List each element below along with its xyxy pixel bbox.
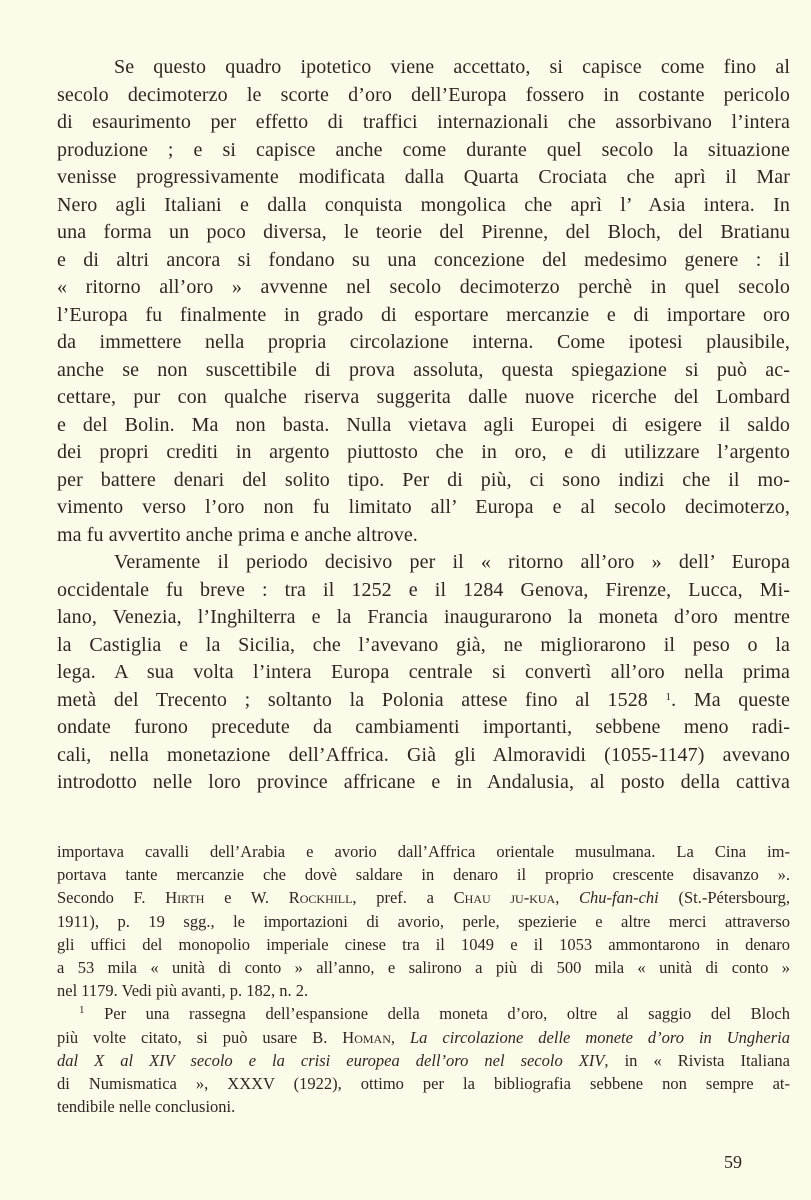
- text-line: « ritorno all’oro » avvenne nel secolo decimoterzo perchè in quel secolo: [57, 276, 790, 298]
- work-title: La circolazione delle monete d’oro in Ungheria: [409, 1027, 790, 1047]
- text-line: occidentale fu breve : tra il 1252 e il 1284 Genova, Firenze, Lucca, Mi-: [57, 578, 790, 601]
- text-segment: e W.: [204, 888, 289, 908]
- text-line: e di altri ancora si fondano su una concezione del medesimo genere : il: [57, 248, 790, 271]
- footnote-line: di Numismatica », XXXV (1922), ottimo per la bibliografia sebbene non sempre at-: [57, 1073, 790, 1093]
- footnote-line: importava cavalli dell’Arabia e avorio dall’Affrica orientale musulmana. La Cina im-: [57, 842, 790, 861]
- text-line-with-footnote-ref: [57, 687, 790, 715]
- text-line: cettare, pur con qualche riserva suggerita dalle nuove ricerche del Lombard: [57, 386, 790, 408]
- text-line: vimento verso l’oro non fu limitato all’ Europa e al secolo decimoterzo,: [57, 496, 790, 518]
- text-line: lano, Venezia, l’Inghilterra e la Francia inaugurarono la moneta d’oro mentre: [57, 606, 790, 628]
- author-homan: Homan: [342, 1027, 391, 1047]
- text-line: produzione ; e si capisce anche come durante quel secolo la situazione: [57, 138, 790, 161]
- footnote-line: portava tante mercanzie che dovè saldare in denaro il proprio crescente disavanzo ».: [57, 865, 790, 885]
- text-line: ma fu avvertito anche prima e anche altrove.: [57, 523, 418, 546]
- text-line: una forma un poco diversa, le teorie del Pirenne, del Bloch, del Bratianu: [57, 221, 790, 243]
- footnote-ref-1[interactable]: 1: [665, 690, 672, 703]
- text-segment: ,: [555, 888, 580, 908]
- text-line: di esaurimento per effetto di traffici internazionali che assorbivano l’intera: [57, 111, 790, 133]
- paragraph-2: [57, 549, 790, 797]
- text-line: lega. A sua volta l’intera Europa centrale si convertì all’oro nella prima: [57, 661, 790, 683]
- footnotes-block: [57, 840, 790, 1118]
- text-line: la Castiglia e la Sicilia, che l’avevano già, ne migliorarono il peso o la: [57, 633, 790, 656]
- page-number: 59: [724, 1152, 742, 1172]
- text-line: ondate furono precedute da cambiamenti importanti, sebbene meno radi-: [57, 716, 790, 738]
- footnote-line: [57, 1026, 790, 1049]
- text-line: introdotto nelle loro province affricane e in Andalusia, al posto della cattiva: [57, 771, 790, 793]
- text-segment: metà del Trecento ; soltanto la Polonia attese fino al 1528: [57, 688, 648, 711]
- work-title: dal X al XIV secolo e la crisi europea dell’oro nel secolo XIV: [57, 1050, 605, 1070]
- text-line: e del Bolin. Ma non basta. Nulla vietava agli Europei di esigere il saldo: [57, 413, 790, 436]
- author-chau-ju-kua: Chau ju-kua: [453, 888, 556, 908]
- text-line: Veramente il periodo decisivo per il « ritorno all’oro » dell’ Europa: [114, 551, 790, 573]
- footnote-line: nel 1179. Vedi più avanti, p. 182, n. 2.: [57, 981, 309, 1001]
- text-segment: più volte citato, si può usare B.: [57, 1027, 343, 1047]
- footnote-line: [57, 1002, 790, 1025]
- footnote-1: [57, 1002, 790, 1118]
- text-line: da immettere nella propria circolazione interna. Come ipotesi plausibile,: [57, 331, 790, 353]
- text-segment: ,: [390, 1027, 410, 1047]
- text-segment: Per una rassegna dell’espansione della moneta d’oro, oltre al saggio del Bloch: [84, 1004, 790, 1024]
- text-segment: , pref. a: [352, 888, 454, 908]
- text-segment: , in « Rivista Italiana: [604, 1050, 790, 1070]
- text-line: cali, nella monetazione dell’Affrica. Già gli Almoravidi (1055-1147) avevano: [57, 743, 790, 766]
- paragraph-1: [57, 54, 790, 549]
- text-line: l’Europa fu finalmente in grado di esportare mercanzie e di importare oro: [57, 303, 790, 326]
- footnote-line: 1911), p. 19 sgg., le importazioni di avorio, perle, spezierie e altre merci attraverso: [57, 911, 790, 931]
- footnote-line: [57, 1049, 790, 1072]
- text-segment: (St.-Pétersbourg,: [658, 888, 791, 908]
- text-line: dei propri crediti in argento piuttosto che in oro, e di utilizzare l’argento: [57, 441, 790, 463]
- footnote-line: gli uffici del monopolio imperiale cinese tra il 1049 e il 1053 ammontarono in denaro: [57, 934, 790, 954]
- text-line: venisse progressivamente modificata dalla Quarta Crociata che aprì il Mar: [57, 166, 790, 188]
- text-segment: Secondo F.: [57, 888, 166, 908]
- text-line: Se questo quadro ipotetico viene accettato, si capisce come fino al: [114, 56, 790, 78]
- author-hirth: Hirth: [165, 888, 205, 908]
- text-segment: . Ma queste: [671, 688, 790, 711]
- footnote-line: tendibile nelle conclusioni.: [57, 1097, 236, 1117]
- footnote-line: [57, 886, 790, 909]
- main-text-block: [57, 54, 790, 797]
- work-title: Chu-fan-chi: [579, 888, 659, 908]
- footnote-marker: 1: [79, 1004, 85, 1017]
- footnote-line: a 53 mila « unità di conto » all’anno, e salirono a più di 500 mila « unità di conto »: [57, 957, 790, 977]
- author-rockhill: Rockhill: [288, 888, 353, 908]
- footnote-continued: [57, 840, 790, 1002]
- text-line: secolo decimoterzo le scorte d’oro dell’Europa fossero in costante pericolo: [57, 83, 790, 106]
- text-line: anche se non suscettibile di prova assoluta, questa spiegazione si può ac-: [57, 358, 790, 381]
- text-line: per battere denari del solito tipo. Per di più, ci sono indizi che il mo-: [57, 468, 790, 491]
- text-line: Nero agli Italiani e dalla conquista mongolica che aprì l’ Asia intera. In: [57, 193, 790, 216]
